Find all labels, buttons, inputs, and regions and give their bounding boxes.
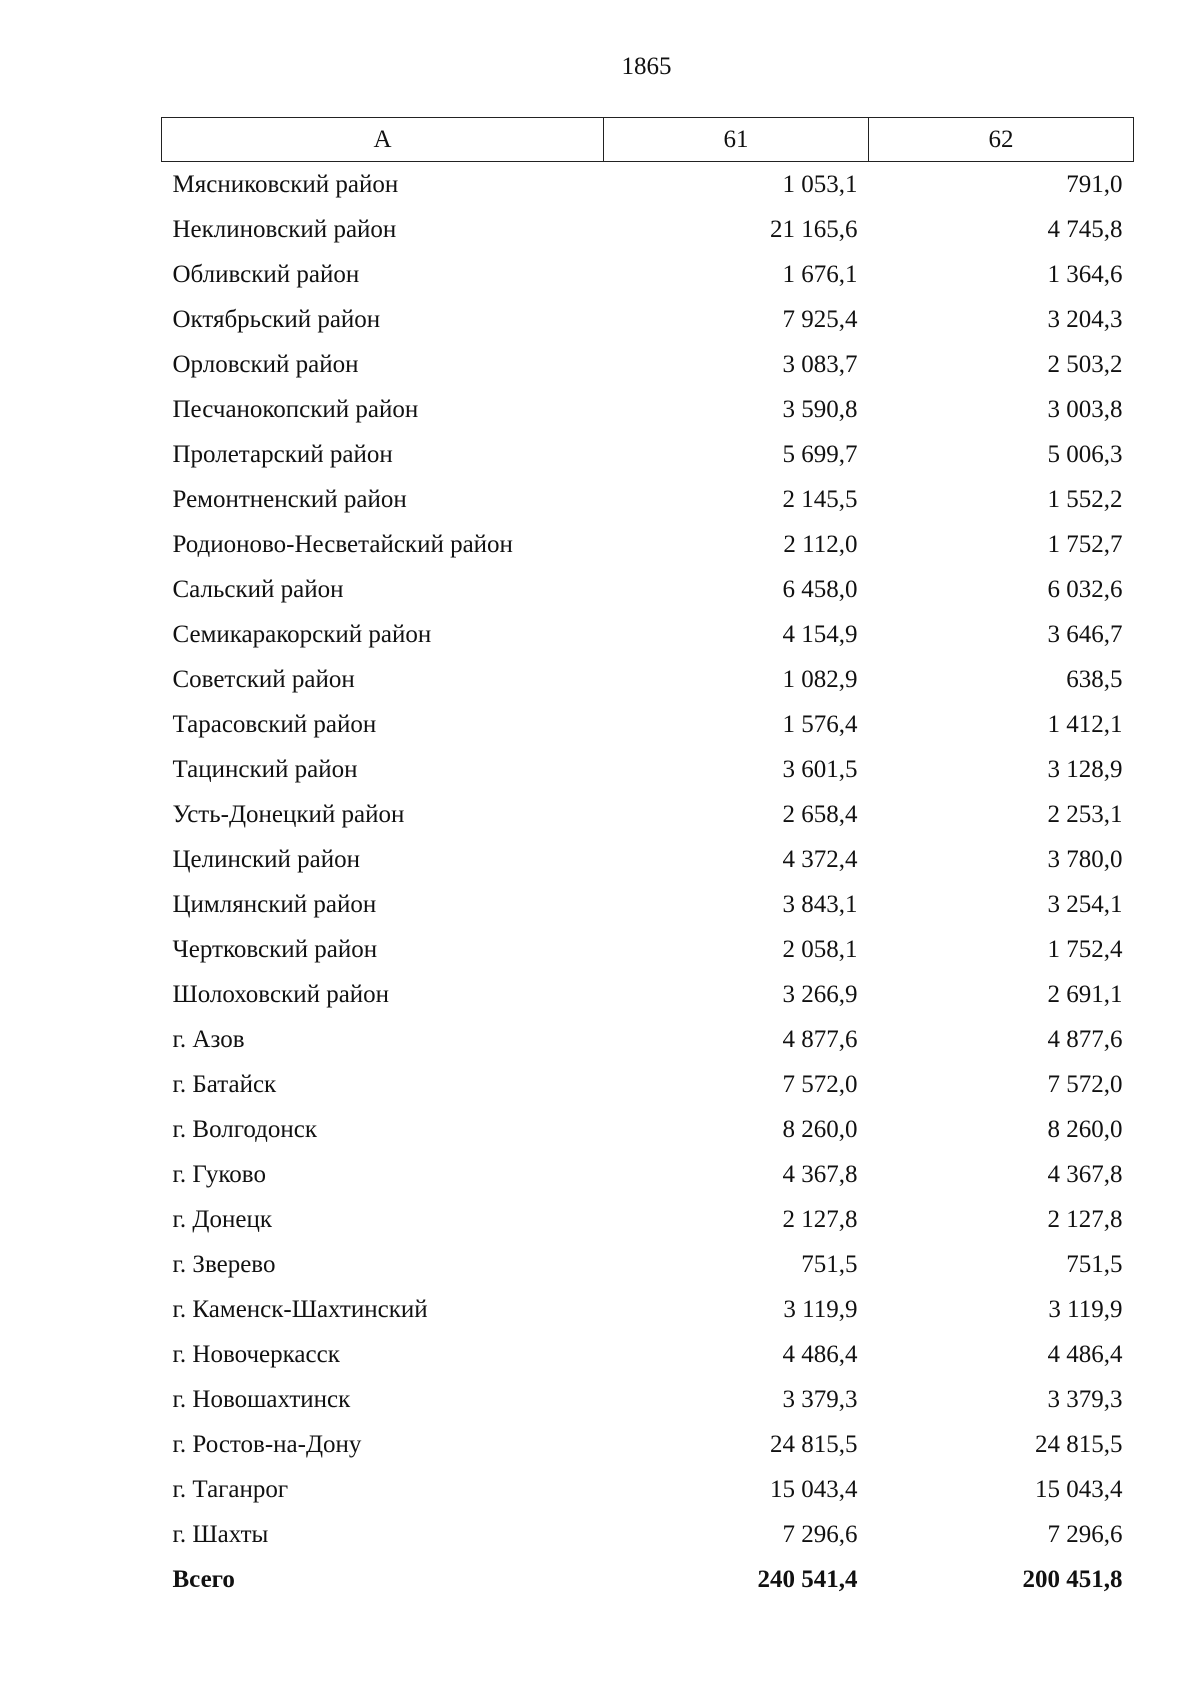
row-name: г. Волгодонск xyxy=(172,1116,318,1143)
value-62: 751,5 xyxy=(1066,1251,1123,1278)
total-label: Всего xyxy=(172,1566,235,1593)
value-61: 4 372,4 xyxy=(782,846,858,873)
value-61: 1 082,9 xyxy=(782,666,858,693)
total-62: 200 451,8 xyxy=(1022,1566,1123,1593)
value-61: 21 165,6 xyxy=(770,216,858,243)
row-name: Сальский район xyxy=(172,576,344,603)
row-name: Шолоховский район xyxy=(172,981,390,1008)
table-row xyxy=(162,1242,1134,1287)
value-62: 15 043,4 xyxy=(1035,1476,1123,1503)
table-row xyxy=(162,1017,1134,1062)
total-row xyxy=(162,1557,1134,1602)
table-row xyxy=(162,1287,1134,1332)
value-62: 3 128,9 xyxy=(1047,756,1123,783)
table-row xyxy=(162,567,1134,612)
row-name: г. Батайск xyxy=(172,1071,277,1098)
value-62: 3 119,9 xyxy=(1048,1296,1123,1323)
table-row xyxy=(162,612,1134,657)
row-name: Ремонтненский район xyxy=(172,486,407,513)
table-row xyxy=(162,972,1134,1017)
value-62: 4 367,8 xyxy=(1047,1161,1123,1188)
column-header-61: 61 xyxy=(604,118,869,162)
value-61: 3 083,7 xyxy=(782,351,858,378)
value-62: 3 780,0 xyxy=(1047,846,1123,873)
value-61: 3 590,8 xyxy=(782,396,858,423)
total-61: 240 541,4 xyxy=(757,1566,858,1593)
value-61: 2 145,5 xyxy=(782,486,858,513)
table-row xyxy=(162,702,1134,747)
table-row xyxy=(162,207,1134,252)
value-62: 3 254,1 xyxy=(1047,891,1123,918)
value-62: 1 752,7 xyxy=(1047,531,1123,558)
row-name: Целинский район xyxy=(172,846,360,873)
value-61: 7 925,4 xyxy=(782,306,858,333)
table-body xyxy=(162,162,1134,1603)
row-name: г. Гуково xyxy=(172,1161,266,1188)
value-61: 6 458,0 xyxy=(782,576,858,603)
value-62: 8 260,0 xyxy=(1047,1116,1123,1143)
value-61: 15 043,4 xyxy=(770,1476,858,1503)
table-row xyxy=(162,1377,1134,1422)
value-61: 8 260,0 xyxy=(782,1116,858,1143)
value-62: 1 412,1 xyxy=(1047,711,1123,738)
value-61: 3 601,5 xyxy=(782,756,858,783)
row-name: Пролетарский район xyxy=(172,441,393,468)
table-row xyxy=(162,522,1134,567)
row-name: г. Каменск-Шахтинский xyxy=(172,1296,428,1323)
table-row xyxy=(162,297,1134,342)
table-row xyxy=(162,927,1134,972)
value-62: 2 253,1 xyxy=(1047,801,1123,828)
value-61: 4 877,6 xyxy=(782,1026,858,1053)
value-62: 3 379,3 xyxy=(1047,1386,1123,1413)
row-name: Мясниковский район xyxy=(172,171,399,198)
row-name: г. Таганрог xyxy=(172,1476,289,1503)
row-name: Неклиновский район xyxy=(172,216,397,243)
value-61: 5 699,7 xyxy=(782,441,858,468)
table-row xyxy=(162,1107,1134,1152)
table-row xyxy=(162,252,1134,297)
value-61: 4 486,4 xyxy=(782,1341,858,1368)
table-row xyxy=(162,1332,1134,1377)
row-name: г. Новочеркасск xyxy=(172,1341,340,1368)
table-row xyxy=(162,1422,1134,1467)
table-row xyxy=(162,837,1134,882)
row-name: Орловский район xyxy=(172,351,359,378)
value-62: 24 815,5 xyxy=(1035,1431,1123,1458)
row-name: Тацинский район xyxy=(172,756,358,783)
row-name: г. Донецк xyxy=(172,1206,272,1233)
row-name: Тарасовский район xyxy=(172,711,377,738)
value-62: 6 032,6 xyxy=(1047,576,1123,603)
value-62: 7 572,0 xyxy=(1047,1071,1123,1098)
table-row xyxy=(162,792,1134,837)
table-row xyxy=(162,1467,1134,1512)
table-header-row xyxy=(162,118,1134,162)
row-name: г. Новошахтинск xyxy=(172,1386,351,1413)
value-62: 1 552,2 xyxy=(1047,486,1123,513)
table-row xyxy=(162,162,1134,208)
table-row xyxy=(162,477,1134,522)
value-62: 4 486,4 xyxy=(1047,1341,1123,1368)
table-row xyxy=(162,432,1134,477)
table-row xyxy=(162,1152,1134,1197)
value-61: 751,5 xyxy=(801,1251,858,1278)
value-62: 7 296,6 xyxy=(1047,1521,1123,1548)
row-name: Родионово-Несветайский район xyxy=(172,531,513,558)
row-name: г. Шахты xyxy=(172,1521,269,1548)
value-61: 2 112,0 xyxy=(783,531,858,558)
value-62: 3 003,8 xyxy=(1047,396,1123,423)
value-62: 2 691,1 xyxy=(1047,981,1123,1008)
value-61: 3 379,3 xyxy=(782,1386,858,1413)
table-row xyxy=(162,342,1134,387)
value-61: 1 576,4 xyxy=(782,711,858,738)
row-name: Октябрьский район xyxy=(172,306,381,333)
value-61: 7 572,0 xyxy=(782,1071,858,1098)
value-61: 1 053,1 xyxy=(782,171,858,198)
column-header-name: А xyxy=(162,118,604,162)
value-62: 3 646,7 xyxy=(1047,621,1123,648)
row-name: Советский район xyxy=(172,666,355,693)
value-61: 2 658,4 xyxy=(782,801,858,828)
row-name: Чертковский район xyxy=(172,936,378,963)
value-61: 3 266,9 xyxy=(782,981,858,1008)
value-61: 1 676,1 xyxy=(782,261,858,288)
value-61: 3 119,9 xyxy=(783,1296,858,1323)
value-61: 4 367,8 xyxy=(782,1161,858,1188)
value-61: 3 843,1 xyxy=(782,891,858,918)
row-name: Семикаракорский район xyxy=(172,621,432,648)
value-61: 24 815,5 xyxy=(770,1431,858,1458)
value-62: 4 745,8 xyxy=(1047,216,1123,243)
row-name: г. Зверево xyxy=(172,1251,276,1278)
data-table xyxy=(161,117,1134,1602)
row-name: г. Ростов-на-Дону xyxy=(172,1431,362,1458)
table-row xyxy=(162,747,1134,792)
column-header-62: 62 xyxy=(869,118,1134,162)
page-number: 1865 xyxy=(621,53,672,80)
table-row xyxy=(162,387,1134,432)
value-61: 4 154,9 xyxy=(782,621,858,648)
value-61: 2 127,8 xyxy=(782,1206,858,1233)
row-name: Обливский район xyxy=(172,261,360,288)
value-62: 1 752,4 xyxy=(1047,936,1123,963)
value-62: 1 364,6 xyxy=(1047,261,1123,288)
row-name: Песчанокопский район xyxy=(172,396,419,423)
value-62: 2 127,8 xyxy=(1047,1206,1123,1233)
table-row xyxy=(162,1062,1134,1107)
table-row xyxy=(162,1512,1134,1557)
value-62: 638,5 xyxy=(1066,666,1123,693)
value-61: 2 058,1 xyxy=(782,936,858,963)
row-name: Усть-Донецкий район xyxy=(172,801,405,828)
value-62: 3 204,3 xyxy=(1047,306,1123,333)
value-61: 7 296,6 xyxy=(782,1521,858,1548)
value-62: 5 006,3 xyxy=(1047,441,1123,468)
table-row xyxy=(162,657,1134,702)
value-62: 791,0 xyxy=(1066,171,1123,198)
value-62: 2 503,2 xyxy=(1047,351,1123,378)
table-row xyxy=(162,1197,1134,1242)
row-name: г. Азов xyxy=(172,1026,245,1053)
value-62: 4 877,6 xyxy=(1047,1026,1123,1053)
row-name: Цимлянский район xyxy=(172,891,377,918)
table-row xyxy=(162,882,1134,927)
